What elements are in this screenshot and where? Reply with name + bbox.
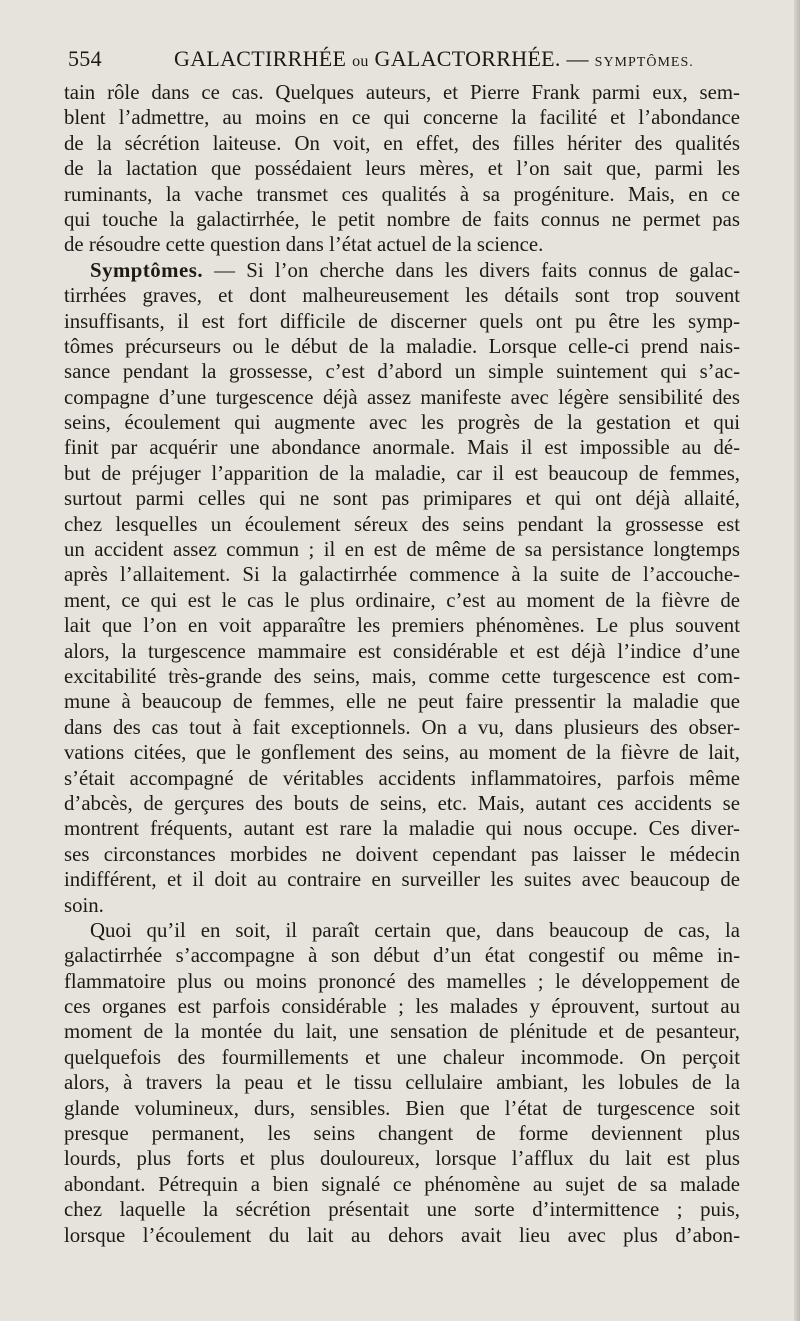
running-header (68, 46, 740, 76)
text-line (64, 283, 740, 308)
line-text: alors, la turgescence mammaire est considérable et est déjà l’indice d’une (64, 639, 740, 663)
text-line (64, 689, 740, 714)
text-line (64, 258, 740, 283)
line-text: blent l’admettre, au moins en ce qui concerne la facilité et l’abondance (64, 106, 740, 130)
line-text: après l’allaitement. Si la galactirrhée commence à la suite de l’accouche- (64, 563, 740, 587)
line-text: soin. (64, 893, 104, 917)
line-text: chez lesquelles un écoulement séreux des seins pendant la grossesse est (64, 512, 740, 536)
text-line (64, 232, 740, 257)
text-line (64, 1121, 740, 1146)
page-edge (794, 0, 800, 1321)
text-line (64, 1070, 740, 1095)
line-text: qui touche la galactirrhée, le petit nombre de faits connus ne permet pas (64, 207, 740, 231)
line-text: tômes précurseurs ou le début de la maladie. Lorsque celle-ci prend nais- (64, 334, 740, 358)
line-text: — Si l’on cherche dans les divers faits connus de galac- (203, 258, 740, 282)
line-text: alors, à travers la peau et le tissu cellulaire ambiant, les lobules de la (64, 1071, 740, 1095)
text-line (64, 1096, 740, 1121)
text-line (64, 943, 740, 968)
line-text: indifférent, et il doit au contraire en surveiller les suites avec beaucoup de (64, 868, 740, 892)
text-line (64, 994, 740, 1019)
line-text: seins, écoulement qui augmente avec les progrès de la gestation et qui (64, 411, 740, 435)
line-text: un accident assez commun ; il en est de même de sa persistance longtemps (64, 538, 740, 562)
body-text (64, 80, 740, 1248)
line-text: surtout parmi celles qui ne sont pas primipares et qui ont déjà allaité, (64, 487, 740, 511)
text-line (64, 105, 740, 130)
text-line (64, 1197, 740, 1222)
text-line (64, 740, 740, 765)
line-text: dans des cas tout à fait exceptionnels. On a vu, dans plusieurs des obser- (64, 715, 740, 739)
text-line (64, 385, 740, 410)
line-text: de la sécrétion laiteuse. On voit, en effet, des filles hériter des qualités (64, 131, 740, 155)
text-line (64, 410, 740, 435)
text-line (64, 537, 740, 562)
line-text: flammatoire plus ou moins prononcé des mamelles ; le développement de (64, 969, 740, 993)
line-text: ment, ce qui est le cas le plus ordinaire, c’est au moment de la fièvre de (64, 588, 740, 612)
line-text: tirrhées graves, et dont malheureusement les détails sont trop souvent (64, 284, 740, 308)
section-heading: Symptômes. (90, 258, 204, 282)
line-text: tain rôle dans ce cas. Quelques auteurs, et Pierre Frank parmi eux, sem- (64, 81, 740, 104)
text-line (64, 766, 740, 791)
line-text: galactirrhée s’accompagne à son début d’un état congestif ou même in- (64, 944, 740, 968)
text-line (64, 1223, 740, 1248)
text-line (64, 969, 740, 994)
line-text: vations citées, que le gonflement des seins, au moment de la fièvre de lait, (64, 741, 740, 765)
line-text: s’était accompagné de véritables accidents inflammatoires, parfois même (64, 766, 740, 790)
line-text: but de préjuger l’apparition de la maladie, car il est beaucoup de femmes, (64, 461, 740, 485)
title-part1: GALACTIRRHÉE (174, 46, 347, 71)
text-line (64, 588, 740, 613)
line-text: quelquefois des fourmillements et une chaleur incommode. On perçoit (64, 1045, 740, 1069)
text-line (64, 664, 740, 689)
text-line (64, 867, 740, 892)
line-text: Quoi qu’il en soit, il paraît certain que, dans beaucoup de cas, la (90, 918, 740, 942)
text-line (64, 816, 740, 841)
text-line (64, 791, 740, 816)
text-line (64, 918, 740, 943)
line-text: moment de la montée du lait, une sensation de plénitude et de pesanteur, (64, 1020, 740, 1044)
line-text: insuffisants, il est fort difficile de discerner quels ont pu être les symp- (64, 309, 740, 333)
text-line (64, 1146, 740, 1171)
text-line (64, 715, 740, 740)
text-line (64, 1045, 740, 1070)
line-text: ruminants, la vache transmet ces qualités à sa progéniture. Mais, en ce (64, 182, 740, 206)
section-title: SYMPTÔMES. (594, 55, 694, 70)
page-number: 554 (68, 46, 102, 71)
line-text: ses circonstances morbides ne doivent cependant pas laisser le médecin (64, 842, 740, 866)
line-text: de résoudre cette question dans l’état actuel de la science. (64, 233, 544, 257)
text-line (64, 182, 740, 207)
line-text: mune à beaucoup de femmes, elle ne peut faire pressentir la maladie que (64, 690, 740, 714)
line-text: lorsque l’écoulement du lait au dehors avait lieu avec plus d’abon- (64, 1223, 740, 1247)
text-line (64, 1019, 740, 1044)
text-line (64, 842, 740, 867)
line-text: montrent fréquents, autant est rare la maladie qui nous occupe. Ces diver- (64, 817, 740, 841)
text-line (64, 461, 740, 486)
title-part2: GALACTORRHÉE. (374, 46, 561, 71)
line-text: glande volumineux, durs, sensibles. Bien que l’état de turgescence soit (64, 1096, 740, 1120)
text-line (64, 486, 740, 511)
running-title (174, 46, 694, 72)
text-line (64, 131, 740, 156)
line-text: lourds, plus forts et plus douloureux, lorsque l’afflux du lait est plus (64, 1147, 740, 1171)
text-line (64, 309, 740, 334)
text-line (64, 562, 740, 587)
line-text: compagne d’une turgescence déjà assez manifeste avec légère sensibilité des (64, 385, 740, 409)
text-line (64, 613, 740, 638)
line-text: lait que l’on en voit apparaître les premiers phénomènes. Le plus souvent (64, 614, 740, 638)
line-text: d’abcès, de gerçures des bouts de seins, etc. Mais, autant ces accidents se (64, 791, 740, 815)
line-text: finit par acquérir une abondance anormale. Mais il est impossible au dé- (64, 436, 740, 460)
text-line (64, 512, 740, 537)
line-text: ces organes est parfois considérable ; les malades y éprouvent, surtout au (64, 995, 740, 1019)
text-line (64, 156, 740, 181)
line-text: abondant. Pétrequin a bien signalé ce phénomène au sujet de sa malade (64, 1172, 740, 1196)
title-ou: ou (352, 53, 369, 70)
line-text: sance pendant la grossesse, c’est d’abord un simple suintement qui s’ac- (64, 360, 740, 384)
line-text: de la lactation que possédaient leurs mères, et l’on sait que, parmi les (64, 157, 740, 181)
text-line (64, 639, 740, 664)
line-text: excitabilité très-grande des seins, mais, comme cette turgescence est com- (64, 664, 740, 688)
text-line (64, 207, 740, 232)
line-text: presque permanent, les seins changent de forme deviennent plus (64, 1122, 740, 1146)
text-line (64, 359, 740, 384)
text-line (64, 334, 740, 359)
text-line (64, 80, 740, 105)
title-dash: — (566, 46, 589, 71)
text-line (64, 893, 740, 918)
text-line (64, 1172, 740, 1197)
text-line (64, 435, 740, 460)
line-text: chez laquelle la sécrétion présentait une sorte d’intermittence ; puis, (64, 1198, 740, 1222)
